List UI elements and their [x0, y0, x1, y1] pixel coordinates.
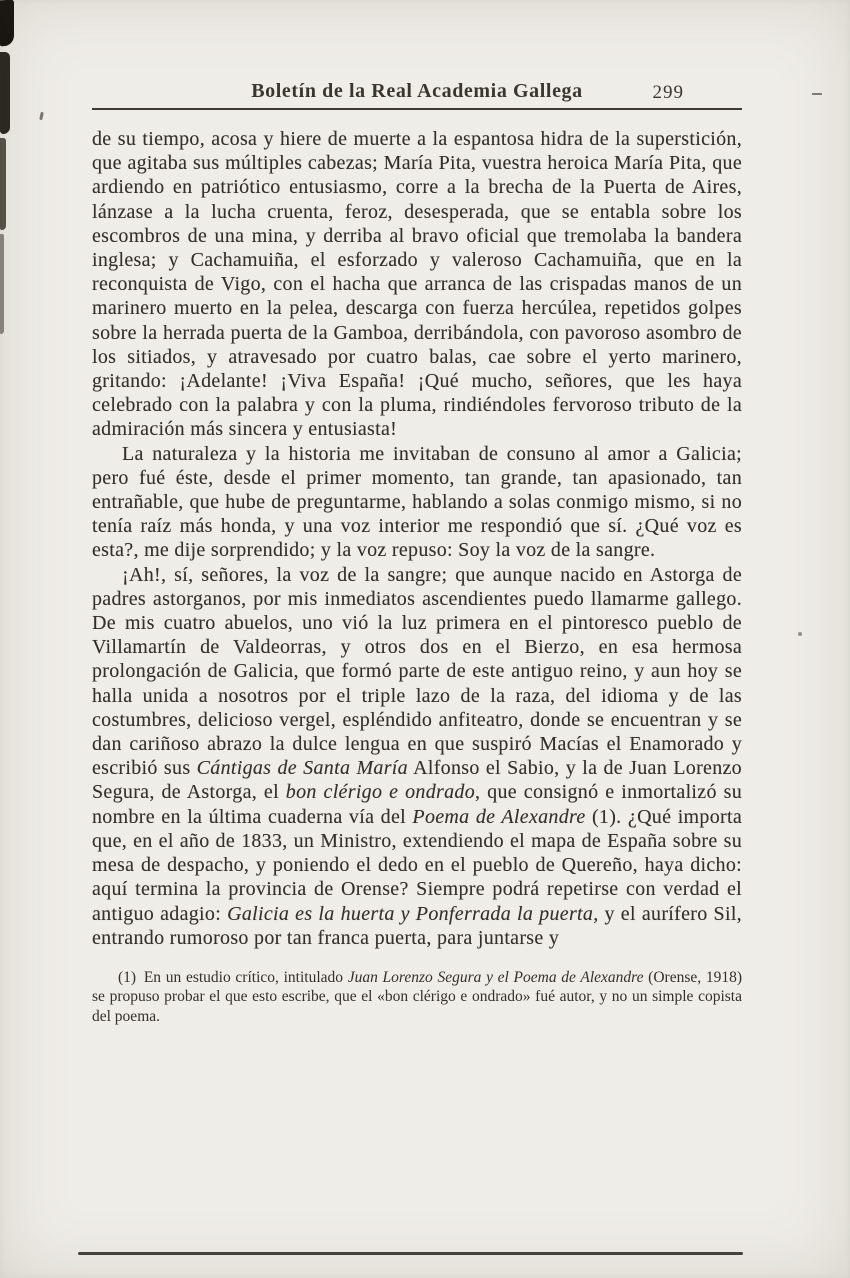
paragraph-3-run: y el aurífero Sil, entrando rumoroso por tan franca puerta, para juntarse y	[92, 902, 742, 949]
paragraph-1-run: de su tiempo, acosa y hiere de muerte a la espantosa hidra de la superstición, que agitaba sus múltiples cabezas; María Pita, vuestra heroica María Pita, que ardiendo en patriótico entusiasmo, corre a la brecha de la Puerta de Aires, lánzase a la lucha cruenta, feroz, desesperada, que se entabla sobre los escombros de una mina, y derriba al bravo oficial que tremolaba la bandera inglesa; y Cachamuiña, el esforzado y valeroso Cachamuiña, que en la reconquista de Vigo, con el hacha que arranca de las crispadas manos de un marinero muerto en la pelea, descarga con fuerza hercúlea, repetidos golpes sobre la herrada puerta de la Gamboa, derribándola, con pavoroso asombro de los sitiados, y atravesado por cuatro balas, cae sobre el yerto marinero, gritando: ¡Adelante! ¡Viva España! ¡Qué mucho, señores, que les haya celebrado con la palabra y con la pluma, rindiéndoles fervoroso tributo de la admiración más sincera y entusiasta!	[92, 128, 742, 441]
scan-artifact-speck-right-top	[812, 93, 822, 95]
page-header	[92, 80, 742, 105]
footnote	[92, 968, 742, 1027]
scan-artifact-left-edge-top	[0, 0, 14, 46]
paragraph-3	[92, 563, 742, 950]
paragraph-3-run: Alfonso el Sabio, y la de Juan Lorenzo Segura, de Astorga, el	[92, 757, 742, 804]
scan-artifact-left-edge-faint	[0, 234, 4, 334]
paragraph-3-run: (1). ¿Qué importa que, en el año de 1833, un Ministro, extendiendo el mapa de España sobre su mesa de despacho, y poniendo el dedo en el pueblo de Quereño, haya dicho: aquí termina la provincia de Orense? Siempre podrá repetirse con verdad el antiguo adagio:	[92, 805, 742, 925]
scan-artifact-left-edge-mid	[0, 52, 10, 134]
footnote-text	[92, 969, 742, 1025]
footnote-run: (Orense, 1918) se propuso probar el que esto escribe, que el «bon clérigo e ondrado» fué autor, y no un simple copista del poema.	[92, 968, 742, 1025]
scan-artifact-left-edge-lower	[0, 138, 6, 230]
paragraph-3-italic-run: bon clérigo e ondrado	[285, 781, 476, 804]
page-number: 299	[652, 82, 684, 103]
scan-artifact-speck-right-mid	[798, 632, 802, 636]
paragraph-3-italic-run: Cántigas de Santa María	[196, 757, 408, 780]
scan-artifact-speck-left	[39, 112, 44, 120]
paragraph-3-run: , que consignó e inmortalizó su nombre en la última cuaderna vía del	[92, 781, 742, 828]
body-text	[92, 127, 742, 950]
footnote-run: (1) En un estudio crítico, intitulado	[118, 968, 348, 986]
paragraph-2	[92, 442, 742, 563]
scan-artifact-bottom-line	[78, 1252, 743, 1255]
header-rule	[92, 108, 742, 110]
paragraph-2-run: La naturaleza y la historia me invitaban de consuno al amor a Galicia; pero fué éste, desde el primer momento, tan grande, tan apasionado, tan entrañable, que hube de preguntarme, hablando a solas conmigo mismo, si no tenía raíz más honda, y una voz interior me respondió que sí. ¿Qué voz es esta?, me dije sorprendido; y la voz repuso: Soy la voz de la sangre.	[92, 442, 742, 562]
footnote-italic-run: Juan Lorenzo Segura y el Poema de Alexandre	[347, 968, 644, 986]
paragraph-3-italic-run: Poema de Alexandre	[412, 805, 586, 828]
journal-title: Boletín de la Real Academia Gallega	[251, 80, 583, 102]
paragraph-3-run: ¡Ah!, sí, señores, la voz de la sangre; que aunque nacido en Astorga de padres astorganos, por mis inmediatos ascendientes puedo llamarme gallego. De mis cuatro abuelos, uno vió la luz primera en el pintoresco pueblo de Villamartín de Valdeorras, y otros dos en el Bierzo, en esa hermosa prolongación de Galicia, que formó parte de este antiguo reino, y aun hoy se halla unida a nosotros por el triple lazo de la raza, del idioma y de las costumbres, delicioso vergel, espléndido anfiteatro, donde se encuentran y se dan cariñoso abrazo la dulce lengua en que suspiró Macías el Enamorado y escribió sus	[92, 563, 742, 780]
paragraph-3-italic-run: Galicia es la huerta y Ponferrada la puerta,	[227, 902, 599, 925]
page-content	[92, 80, 742, 1026]
paragraph-1	[92, 127, 742, 442]
